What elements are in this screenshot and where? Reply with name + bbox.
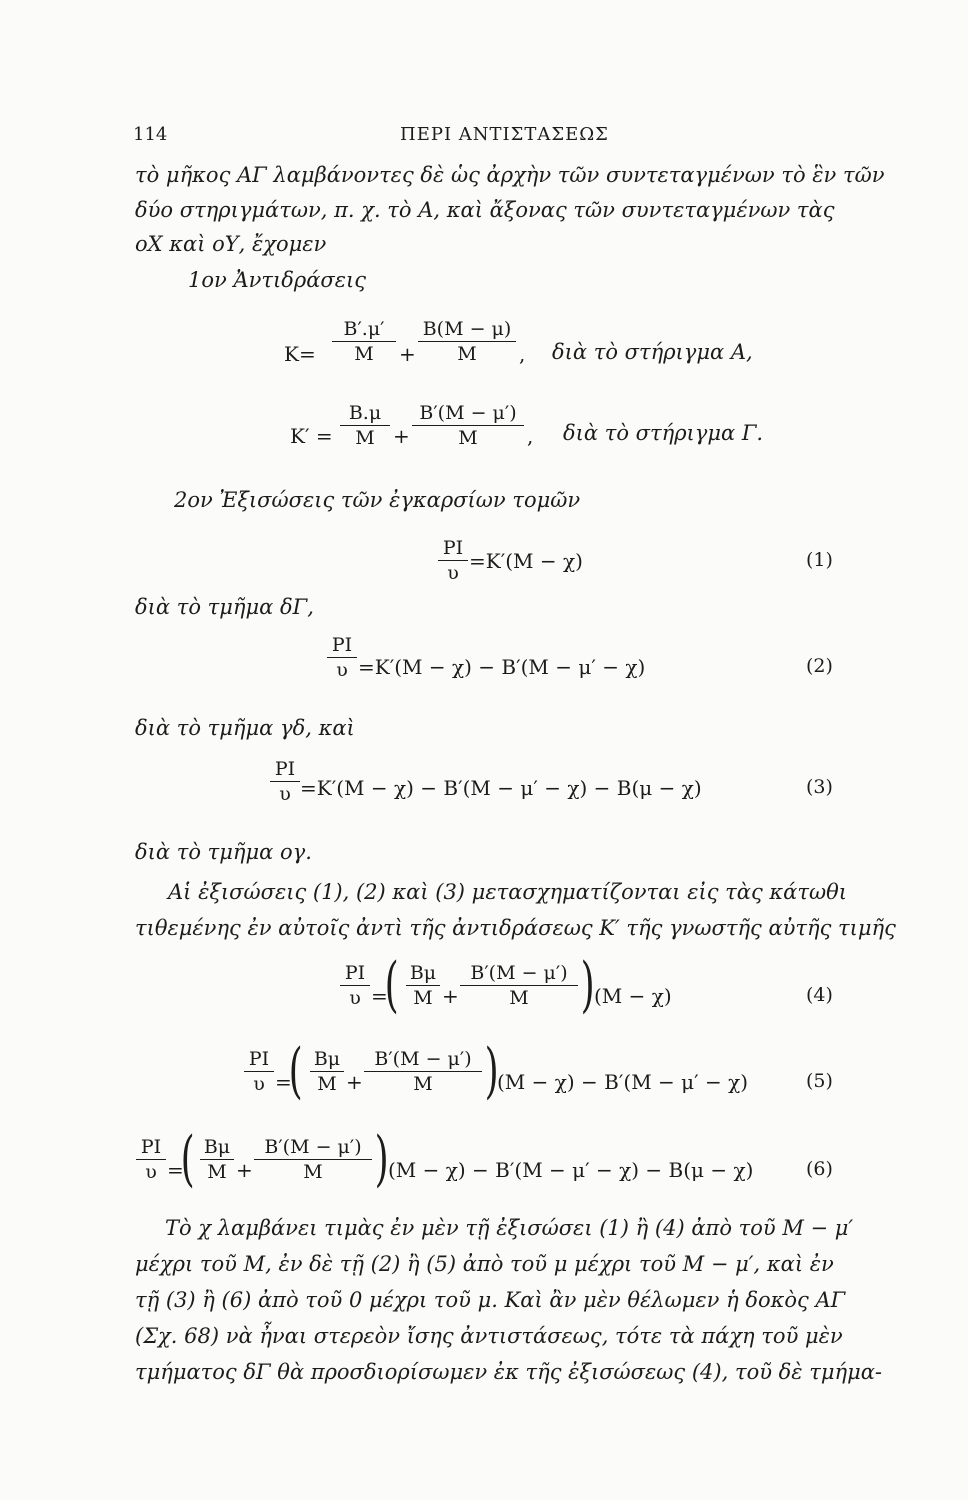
left-paren: ( — [384, 950, 399, 1020]
closing-line-4: (Σχ. 68) νὰ ἦναι στερεὸν ἴσης ἀντιστάσεως, τότε τὰ πάχη τοῦ μὲν — [135, 1324, 843, 1348]
fraction-bar — [244, 1071, 274, 1072]
section-1-title: 1ον Ἀντιδράσεις — [188, 268, 366, 292]
eq2-rhs: =K′(M − χ) − B′(M − μ′ − χ) — [358, 655, 646, 679]
fraction-bar — [254, 1159, 372, 1160]
eq6-rest: (M − χ) − B′(M − μ′ − χ) − B(μ − χ) — [388, 1158, 754, 1182]
running-head: ΠΕΡΙ ΑΝΤΙΣΤΑΣΕΩΣ — [400, 124, 609, 145]
eq5-lhs — [244, 1048, 274, 1095]
closing-line-3: τῇ (3) ἢ (6) ἀπὸ τοῦ 0 μέχρι τοῦ μ. Καὶ ἂν μὲν θέλωμεν ἡ δοκὸς ΑΓ — [135, 1288, 846, 1312]
eq4-b — [460, 962, 578, 1009]
eq5-b — [364, 1048, 482, 1095]
eq4-equals: = — [371, 984, 388, 1008]
fraction-bar — [340, 425, 390, 426]
label-section-dG: διὰ τὸ τμῆμα δΓ, — [135, 595, 314, 619]
eqK-label: διὰ τὸ στήριγμα Α, — [552, 340, 753, 364]
eq4-den: υ — [349, 987, 361, 1009]
eq1-number: (1) — [806, 549, 833, 571]
eq4-a-den: M — [413, 987, 433, 1009]
eq2-num: PI — [331, 634, 353, 656]
eq6-a-den: M — [207, 1161, 227, 1183]
eq3-rhs: =K′(M − χ) − B′(M − μ′ − χ) − B(μ − χ) — [300, 776, 702, 800]
eq5-a-num: Bμ — [313, 1048, 341, 1070]
eqK2-plus: + — [393, 424, 410, 448]
fraction-bar — [418, 341, 516, 342]
eq3-num: PI — [274, 758, 296, 780]
eq3-lhs — [270, 758, 300, 805]
eqK-term1-num: B′.μ′ — [343, 318, 385, 340]
fraction-bar — [412, 425, 524, 426]
eq5-number: (5) — [806, 1070, 833, 1092]
eq4-plus: + — [442, 984, 459, 1008]
fraction-bar — [200, 1159, 234, 1160]
eq2-lhs — [327, 634, 357, 681]
intro-line-1: τὸ μῆκος ΑΓ λαμβάνοντες δὲ ὡς ἀρχὴν τῶν συντεταγμένων τὸ ἓν τῶν — [135, 163, 885, 187]
fraction-bar — [310, 1071, 344, 1072]
right-paren: ) — [374, 1124, 389, 1194]
eq4-a — [406, 962, 440, 1009]
eq5-rest: (M − χ) − B′(M − μ′ − χ) — [497, 1070, 749, 1094]
eq5-b-num: B′(M − μ′) — [374, 1048, 472, 1070]
eqK-term1-den: M — [354, 343, 374, 365]
eq6-plus: + — [236, 1158, 253, 1182]
fraction-bar — [136, 1159, 166, 1160]
eqK2-term2-den: M — [458, 427, 478, 449]
transform-line-1: Αἱ ἐξισώσεις (1), (2) καὶ (3) μετασχηματίζονται εἰς τὰς κάτωθι — [168, 880, 847, 904]
fraction-bar — [364, 1071, 482, 1072]
eqK2-term1-den: M — [355, 427, 375, 449]
eqK-term1 — [332, 318, 396, 365]
eq4-rest: (M − χ) — [594, 984, 672, 1008]
eq4-lhs — [340, 962, 370, 1009]
left-paren: ( — [180, 1124, 195, 1194]
fraction-bar — [340, 985, 370, 986]
closing-line-1: Τὸ χ λαμβάνει τιμὰς ἐν μὲν τῇ ἐξισώσει (1) ἢ (4) ἀπὸ τοῦ M − μ′ — [165, 1216, 854, 1240]
eq6-a — [200, 1136, 234, 1183]
right-paren: ) — [484, 1036, 499, 1106]
eq6-num: PI — [140, 1136, 162, 1158]
eq4-b-den: M — [509, 987, 529, 1009]
eq5-den-a: M — [317, 1073, 337, 1095]
section-2-title: 2ον Ἐξισώσεις τῶν ἐγκαρσίων τομῶν — [174, 488, 581, 512]
eqK2-label: διὰ τὸ στήριγμα Γ. — [563, 421, 764, 445]
closing-line-5: τμήματος δΓ θὰ προσδιορίσωμεν ἐκ τῆς ἐξισώσεως (4), τοῦ δὲ τμήμα- — [135, 1360, 883, 1384]
fraction-bar — [332, 341, 396, 342]
eqK-term2 — [418, 318, 516, 365]
eq2-den: υ — [336, 659, 348, 681]
eq1-lhs — [438, 537, 468, 584]
eqK-term2-den: M — [457, 343, 477, 365]
eqK2-term2-num: B′(M − μ′) — [419, 402, 517, 424]
eq6-lhs — [136, 1136, 166, 1183]
fraction-bar — [327, 657, 357, 658]
fraction-bar — [438, 560, 468, 561]
intro-line-3: οΧ καὶ οΥ, ἔχομεν — [135, 232, 327, 256]
eq6-a-num: Bμ — [203, 1136, 231, 1158]
eq6-number: (6) — [806, 1158, 833, 1180]
eq6-equals: = — [167, 1158, 184, 1182]
eq3-number: (3) — [806, 776, 833, 798]
transform-line-2: τιθεμένης ἐν αὐτοῖς ἀντὶ τῆς ἀντιδράσεως K′ τῆς γνωστῆς αὐτῆς τιμῆς — [135, 916, 896, 940]
eq4-number: (4) — [806, 984, 833, 1006]
page-number: 114 — [133, 124, 168, 145]
eqK-comma: , — [519, 342, 526, 366]
eqK2-lhs: K′ = — [290, 424, 333, 448]
right-paren: ) — [580, 950, 595, 1020]
label-section-gd: διὰ τὸ τμῆμα γδ, καὶ — [135, 716, 355, 740]
eq2-number: (2) — [806, 655, 833, 677]
eq5-b-den: M — [413, 1073, 433, 1095]
fraction-bar — [460, 985, 578, 986]
eq6-den: υ — [145, 1161, 157, 1183]
eq6-b-den: M — [303, 1161, 323, 1183]
eq4-b-num: B′(M − μ′) — [470, 962, 568, 984]
fraction-bar — [406, 985, 440, 986]
eqK2-comma: , — [527, 424, 534, 448]
eqK-lhs: K= — [284, 342, 316, 366]
eqK-plus: + — [399, 342, 416, 366]
eqK-term2-num: B(M − μ) — [422, 318, 512, 340]
eq5-num: PI — [248, 1048, 270, 1070]
eq4-a-num: Bμ — [409, 962, 437, 984]
eq4-num: PI — [344, 962, 366, 984]
eq5-equals: = — [275, 1070, 292, 1094]
eq5-plus: + — [346, 1070, 363, 1094]
eq3-den: υ — [279, 783, 291, 805]
intro-line-2: δύο στηριγμάτων, π. χ. τὸ Α, καὶ ἄξονας τῶν συντεταγμένων τὰς — [135, 198, 835, 222]
eq1-den: υ — [447, 562, 459, 584]
eq6-b — [254, 1136, 372, 1183]
eq5-a — [310, 1048, 344, 1095]
eq1-rhs: =K′(M − χ) — [469, 549, 583, 573]
eqK2-term2 — [412, 402, 524, 449]
eq1-num: PI — [442, 537, 464, 559]
left-paren: ( — [288, 1036, 303, 1106]
eqK2-term1-num: B.μ — [348, 402, 382, 424]
eq5-den: υ — [253, 1073, 265, 1095]
fraction-bar — [270, 781, 300, 782]
label-section-og: διὰ τὸ τμῆμα ογ. — [135, 840, 312, 864]
closing-line-2: μέχρι τοῦ M, ἐν δὲ τῇ (2) ἢ (5) ἀπὸ τοῦ μ μέχρι τοῦ M − μ′, καὶ ἐν — [135, 1252, 834, 1276]
eqK2-term1 — [340, 402, 390, 449]
eq6-b-num: B′(M − μ′) — [264, 1136, 362, 1158]
